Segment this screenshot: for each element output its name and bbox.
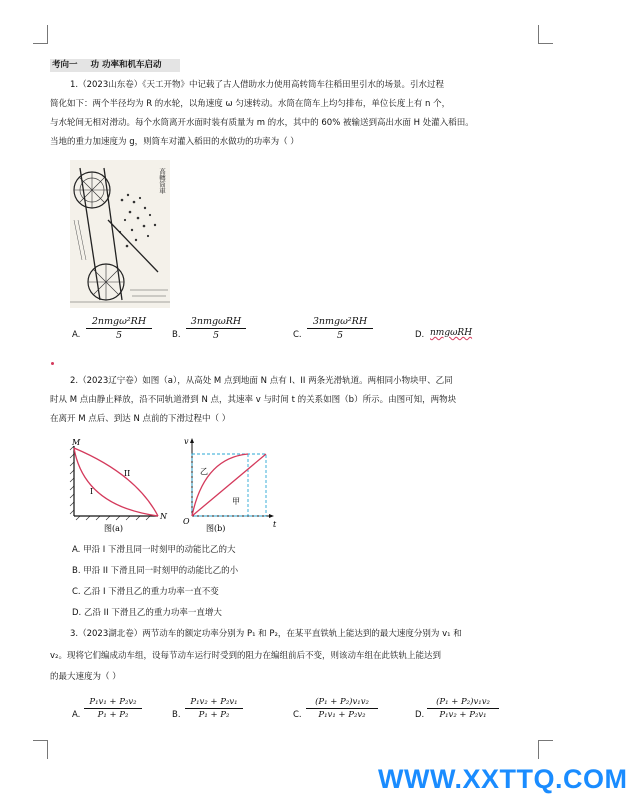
q1-option-c-fraction (307, 316, 373, 341)
figure-b-vt-graph (180, 436, 280, 536)
q1-option-a-label: A. (72, 330, 81, 340)
corner-mark-bottom-right (538, 740, 553, 759)
q1-option-c-numerator: 3nmgω²RH (307, 316, 373, 329)
waterwheel-caption: 高轉筒車 (158, 168, 166, 194)
q1-line-1: 1.（2023山东卷）《天工开物》中记载了古人借助水力使用高转筒车往稻田里引水的场景。引水过程 (70, 80, 444, 90)
q3-option-c-label: C. (293, 710, 302, 720)
section-tag: 考向一 (52, 60, 78, 70)
q3-option-b-numerator: P₁v₂ + P₂v₁ (185, 697, 243, 709)
section-heading (50, 59, 180, 72)
corner-mark-bottom-left (33, 740, 48, 759)
fig-b-label-yi: 乙 (200, 467, 208, 476)
corner-mark-top-right (538, 25, 553, 44)
q2-option-d: D. 乙沿 II 下滑且乙的重力功率一直增大 (72, 608, 222, 618)
q3-option-d-label: D. (415, 710, 425, 720)
corner-mark-top-left (33, 25, 48, 44)
q3-line-3: 的最大速度为（ ） (50, 672, 121, 682)
q1-line-2: 简化如下：两个半径均为 R 的水轮，以角速度 ω 匀速转动。水筒在筒车上均匀排布，单位长度上有 n 个， (50, 99, 451, 109)
fig-a-label-m: M (72, 438, 81, 447)
q1-option-c-denominator: 5 (336, 330, 344, 341)
q2-option-a: A. 甲沿 I 下滑且同一时刻甲的动能比乙的大 (72, 545, 236, 555)
q3-option-a-numerator: P₁v₁ + P₂v₂ (84, 697, 142, 709)
fig-b-caption: 图(b) (206, 524, 226, 533)
q3-line-1: 3.（2023湖北卷）两节动车的额定功率分别为 P₁ 和 P₂，在某平直铁轨上能达到的最大速度分别为 v₁ 和 (70, 629, 462, 639)
watermark-text: WWW.XXTTQ.COM (378, 764, 627, 794)
q3-option-a-fraction (84, 697, 142, 720)
waterwheel-illustration (70, 160, 170, 308)
q1-option-a-fraction (86, 316, 152, 341)
q1-line-3: 与水轮间无相对滑动。每个水筒离开水面时装有质量为 m 的水，其中的 60% 被输送到高出水面 H 处灌入稻田。 (50, 118, 474, 128)
q3-line-2: v₂。现将它们编成动车组，设每节动车运行时受到的阻力在编组前后不变，则该动车组在此铁轨上能达到 (50, 651, 441, 661)
section-title: 功 功率和机车启动 (90, 60, 162, 70)
fig-a-label-track-1: I (90, 487, 94, 496)
q2-option-b: B. 甲沿 II 下滑且同一时刻甲的动能比乙的小 (72, 566, 239, 576)
red-marker-dot (51, 362, 54, 365)
q3-option-b-fraction (185, 697, 243, 720)
q1-option-b-label: B. (172, 330, 181, 340)
q1-option-d-value: nmgωRH (430, 328, 473, 338)
fig-a-label-n: N (160, 512, 167, 521)
q3-option-d-denominator: P₁v₂ + P₂v₁ (439, 710, 487, 720)
q1-option-b-numerator: 3nmgωRH (186, 316, 246, 329)
fig-b-label-t: t (273, 520, 277, 529)
q1-option-b-fraction (186, 316, 246, 341)
q1-option-d-label: D. (415, 330, 425, 340)
q2-line-1: 2.（2023辽宁卷）如图（a），从高处 M 点到地面 N 点有 I、II 两条光滑轨道。两相同小物块甲、乙同 (70, 376, 453, 386)
q1-option-b-denominator: 5 (212, 330, 220, 341)
fig-b-label-v: v (184, 437, 189, 446)
q3-option-c-fraction (306, 697, 378, 720)
q3-option-d-numerator: (P₁ + P₂)v₁v₂ (427, 697, 499, 709)
q3-option-d-fraction (427, 697, 499, 720)
q1-option-a-denominator: 5 (115, 330, 123, 341)
q1-option-c-label: C. (293, 330, 302, 340)
q3-option-b-label: B. (172, 710, 181, 720)
q3-option-c-numerator: (P₁ + P₂)v₁v₂ (306, 697, 378, 709)
fig-b-label-jia: 甲 (232, 497, 240, 506)
q3-option-c-denominator: P₁v₁ + P₂v₂ (318, 710, 366, 720)
q3-option-a-label: A. (72, 710, 81, 720)
q2-line-3: 在离开 M 点后、到达 N 点前的下滑过程中（ ） (50, 414, 231, 424)
q1-option-a-numerator: 2nmgω²RH (86, 316, 152, 329)
q3-option-a-denominator: P₁ + P₂ (97, 710, 129, 720)
q1-line-4: 当地的重力加速度为 g，则筒车对灌入稻田的水做功的功率为（ ） (50, 137, 299, 147)
figure-a-tracks (66, 436, 176, 536)
q2-line-2: 时从 M 点由静止释放，沿不同轨道滑到 N 点，其速率 v 与时间 t 的关系如图（b）所示。由图可知，两物块 (50, 395, 457, 405)
fig-a-caption: 图(a) (104, 524, 124, 533)
q3-option-b-denominator: P₁ + P₂ (198, 710, 230, 720)
fig-b-origin: O (183, 517, 190, 526)
fig-a-label-track-2: II (124, 469, 131, 478)
q2-option-c: C. 乙沿 I 下滑且乙的重力功率一直不变 (72, 587, 219, 597)
